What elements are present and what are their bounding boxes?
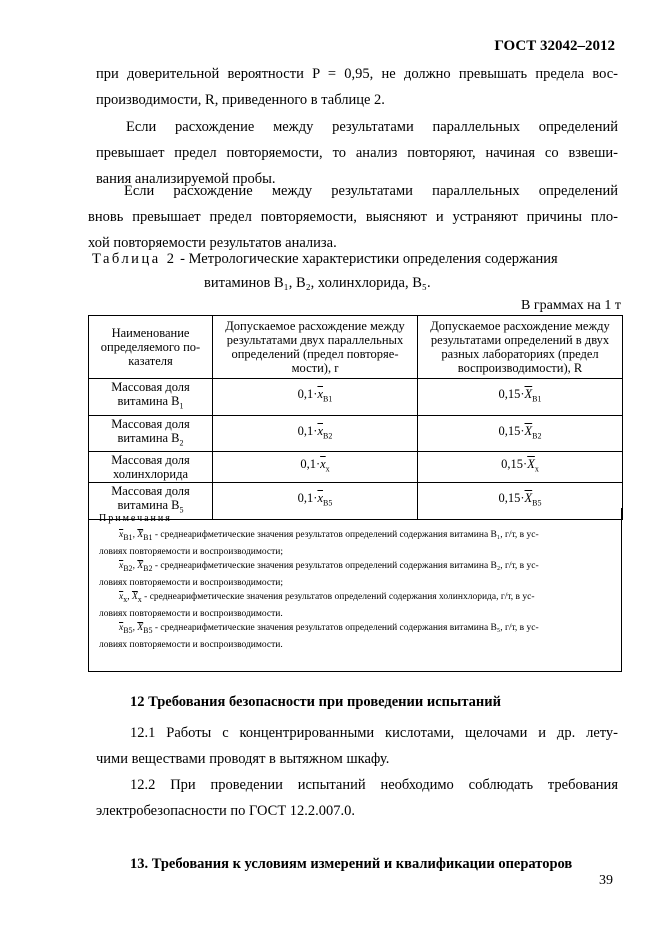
mean-subscript: x [123, 594, 128, 604]
text-line: производимости, R, приведенного в таблице 2. [96, 92, 385, 108]
indicator-line1: Массовая доля [111, 380, 190, 394]
mean-subscript: B2 [532, 431, 542, 440]
note-item: $\overline{x}_{B5}$, $\overline{X}_{B5}$ - среднеарифметические значения результатов определений содержания витамина B₅, г/т, в ус- ловиях повторяемости и воспроизводимости. [99, 622, 539, 650]
table-caption-text: - Метрологические характеристики определения содержания [176, 251, 558, 267]
text-line: вновь превышает предел повторяемости, выясняют и устраняют причины пло- [88, 209, 618, 225]
indicator-cell [89, 415, 213, 452]
coef: 0,15· [498, 423, 525, 438]
text-line: превышает предел повторяемости, то анализ повторяют, начиная со взвеши- [96, 145, 618, 161]
repeatability-cell [213, 415, 418, 452]
indicator-line1: Массовая доля [111, 484, 190, 498]
mean-symbol: $\overline{X}$ [131, 591, 138, 602]
paragraph-confidence [96, 61, 618, 113]
mean-subscript: x [137, 594, 142, 604]
reproducibility-cell [418, 452, 623, 483]
mean-symbol: $\overline{X}$ [527, 457, 535, 472]
text-line: Если расхождение между результатами параллельных определений [124, 183, 618, 199]
coef: 0,1· [297, 423, 318, 438]
indicator-subscript: 2 [179, 438, 184, 447]
text-line: 12.2 При проведении испытаний необходимо соблюдать требования [130, 777, 618, 793]
section-12-title: 12 Требования безопасности при проведении испытаний [130, 694, 501, 710]
mean-subscript: B5 [143, 625, 153, 635]
note-text: ловиях повторяемости и воспроизводимости. [99, 639, 283, 650]
mean-symbol: $\overline{x}$ [119, 591, 124, 602]
coef: 0,1· [300, 457, 321, 472]
mean-symbol: $\overline{X}$ [524, 491, 533, 505]
mean-symbol: $\overline{X}$ [137, 530, 144, 540]
table-caption [92, 251, 558, 268]
coef: 0,15· [498, 491, 525, 505]
metrology-table [88, 315, 623, 520]
header-reproducibility: Допускаемое расхождение между результатами определений в двух разных лабораториях (предел воспроизводимости), R [418, 316, 623, 379]
mean-subscript: B5 [532, 498, 542, 508]
note-text: ловиях повторяемости и воспроизводимости. [99, 608, 283, 619]
mean-subscript: B1 [532, 394, 542, 404]
mean-symbol: $\overline{X}$ [524, 423, 533, 438]
table-notes [88, 505, 622, 672]
mean-symbol: $\overline{X}$ [137, 560, 144, 571]
document-header: ГОСТ 32042–2012 [494, 38, 615, 54]
page-number: 39 [599, 873, 613, 888]
text-line: чими веществами проводят в вытяжном шкафу. [96, 751, 390, 767]
mean-symbol: $\overline{x}$ [317, 491, 323, 505]
mean-subscript: B2 [143, 563, 153, 573]
text-line: 12.1 Работы с концентрированными кислотами, щелочами и др. лету- [130, 725, 618, 741]
table-label: Таблица 2 [92, 251, 177, 267]
indicator-cell [89, 379, 213, 416]
mean-symbol: $\overline{X}$ [137, 622, 144, 633]
mean-symbol: $\overline{x}$ [119, 622, 124, 633]
note-text: - среднеарифметические значения результатов определений содержания витамина B₁, г/т, в ус- [152, 530, 539, 540]
text-line: при доверительной вероятности P = 0,95, не должно превышать предела вос- [96, 66, 618, 82]
table-header-row [89, 316, 623, 379]
reproducibility-cell [418, 415, 623, 452]
table-row [89, 379, 623, 416]
text-line: вания анализируемой пробы. [96, 171, 276, 187]
note-text: ловиях повторяемости и воспроизводимости; [99, 546, 283, 557]
coef: 0,15· [501, 457, 528, 472]
indicator-subscript: 1 [179, 401, 184, 411]
mean-subscript: B1 [123, 532, 133, 542]
mean-subscript: B2 [323, 431, 333, 440]
coef: 0,15· [498, 387, 525, 401]
mean-subscript: B1 [323, 394, 333, 404]
indicator-line2: витамина B [117, 430, 180, 445]
section-13-title: 13. Требования к условиям измерений и квалификации операторов [130, 856, 573, 872]
note-text: ловиях повторяемости и воспроизводимости; [99, 577, 283, 588]
mean-subscript: B2 [123, 563, 133, 573]
note-text: - среднеарифметические значения результатов определений содержания витамина B₅, г/т, в ус- [152, 622, 539, 633]
indicator-cell [89, 452, 213, 483]
mean-symbol: $\overline{x}$ [119, 560, 124, 571]
note-text: - среднеарифметические значения результатов определений содержания витамина B₂, г/т, в ус- [152, 560, 539, 571]
text-line: хой повторяемости результатов анализа. [88, 235, 337, 251]
mean-symbol: $\overline{x}$ [119, 530, 124, 540]
mean-subscript: x [325, 464, 330, 474]
mean-symbol: $\overline{X}$ [524, 387, 533, 401]
repeatability-cell [213, 379, 418, 416]
paragraph-repeatability-causes [88, 178, 618, 256]
indicator-line2: холинхлорида [112, 467, 189, 481]
indicator-line1: Массовая доля [111, 453, 190, 467]
mean-subscript: x [534, 464, 539, 474]
header-indicator: Наименование определяемого по-казателя [89, 316, 213, 379]
mean-symbol: $\overline{x}$ [320, 457, 326, 472]
indicator-line1: Массовая доля [111, 416, 190, 431]
header-repeatability: Допускаемое расхождение между результатами двух параллельных определений (предел повторяе-мости), r [213, 316, 418, 379]
notes-title: Примечания [99, 513, 172, 524]
mean-subscript: B5 [323, 498, 333, 508]
text-line: электробезопасности по ГОСТ 12.2.007.0. [96, 803, 356, 819]
indicator-subscript: 5 [179, 505, 184, 515]
reproducibility-cell [418, 379, 623, 416]
text-line: Если расхождение между результатами параллельных определений [126, 119, 618, 135]
table-row [89, 452, 623, 483]
units-note: В граммах на 1 т [521, 298, 621, 313]
mean-subscript: B5 [123, 625, 133, 635]
mean-symbol: $\overline{x}$ [317, 387, 323, 401]
paragraph-12-2 [96, 772, 618, 824]
note-item: $\overline{x}_x$, $\overline{X}_x$ - среднеарифметические значения результатов определений содержания холинхлорида, г/т, в ус- ловиях повторяемости и воспроизводимости. [99, 591, 535, 619]
coef: 0,1· [297, 387, 318, 401]
mean-subscript: B1 [143, 532, 153, 542]
paragraph-12-1 [96, 720, 618, 772]
mean-symbol: $\overline{x}$ [317, 423, 323, 438]
note-item: $\overline{x}_{B2}$, $\overline{X}_{B2}$ - среднеарифметические значения результатов определений содержания витамина B₂, г/т, в ус- ловиях повторяемости и воспроизводимости; [99, 560, 539, 588]
note-item: $\overline{x}_{B1}$, $\overline{X}_{B1}$ - среднеарифметические значения результатов определений содержания витамина B₁, г/т, в ус- ловиях повторяемости и воспроизводимости; [99, 530, 539, 557]
repeatability-cell [213, 452, 418, 483]
note-text: - среднеарифметические значения результатов определений содержания холинхлорида, г/т, в ус- [141, 591, 535, 602]
indicator-line2: витамина B [117, 498, 180, 512]
indicator-line2: витамина B [117, 394, 180, 408]
table-caption-line2: витаминов B₁, B₂, холинхлорида, B₅. [204, 275, 431, 291]
coef: 0,1· [297, 491, 318, 505]
table-row [89, 415, 623, 452]
